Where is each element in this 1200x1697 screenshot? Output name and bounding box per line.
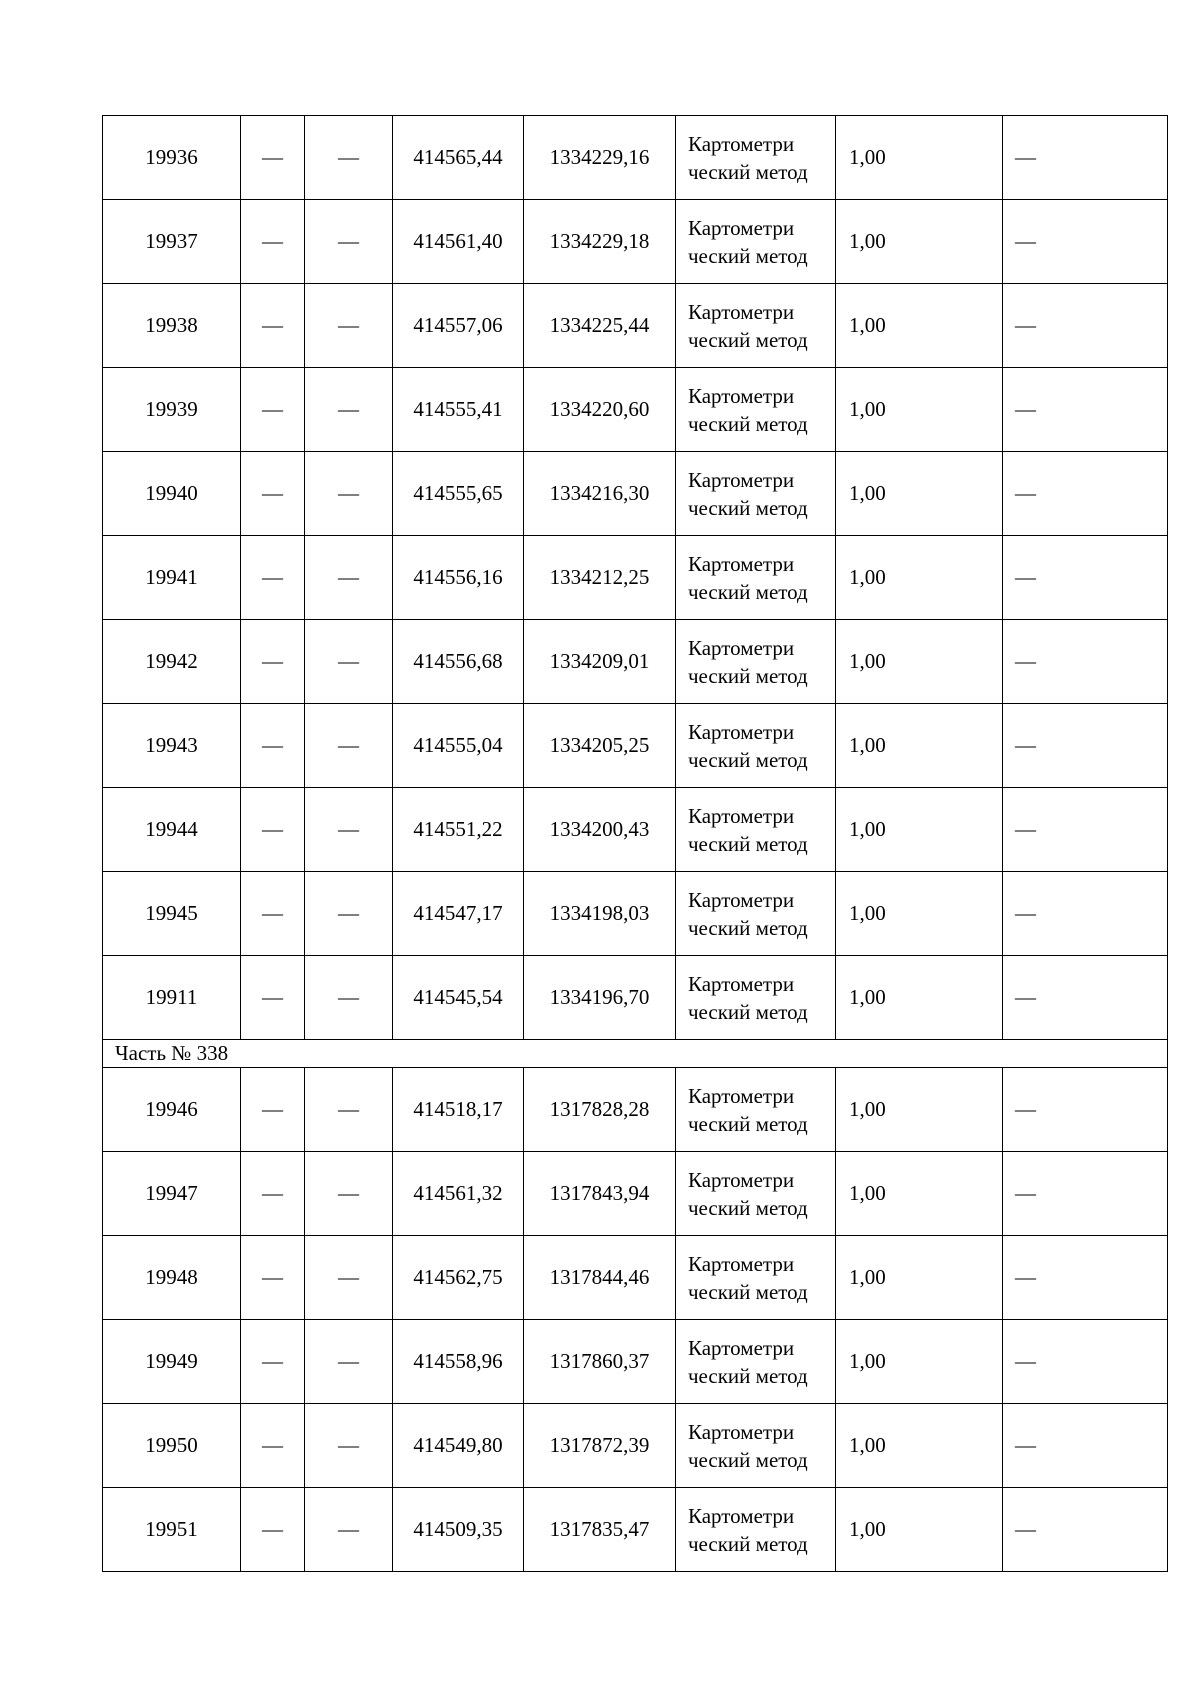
- section-heading: Часть № 338: [103, 1040, 1168, 1068]
- point-number-cell: 19937: [103, 200, 241, 284]
- x-coordinate-cell: 414509,35: [393, 1488, 524, 1572]
- empty-value-cell: —: [305, 284, 393, 368]
- method-cell: Картометри ческий метод: [676, 872, 836, 956]
- note-cell: —: [1003, 368, 1168, 452]
- empty-value-cell: —: [305, 1236, 393, 1320]
- table-row: [103, 956, 1168, 1040]
- note-cell: —: [1003, 200, 1168, 284]
- y-coordinate-cell: 1334229,16: [524, 116, 676, 200]
- empty-value-cell: —: [241, 1488, 305, 1572]
- note-cell: —: [1003, 956, 1168, 1040]
- note-cell: —: [1003, 1236, 1168, 1320]
- note-cell: —: [1003, 872, 1168, 956]
- x-coordinate-cell: 414562,75: [393, 1236, 524, 1320]
- x-coordinate-cell: 414561,32: [393, 1152, 524, 1236]
- accuracy-cell: 1,00: [836, 956, 1003, 1040]
- table-row: [103, 116, 1168, 200]
- empty-value-cell: —: [305, 620, 393, 704]
- accuracy-cell: 1,00: [836, 116, 1003, 200]
- note-cell: —: [1003, 788, 1168, 872]
- empty-value-cell: —: [241, 956, 305, 1040]
- empty-value-cell: —: [305, 452, 393, 536]
- coordinates-table: [102, 115, 1168, 1572]
- method-cell: Картометри ческий метод: [676, 452, 836, 536]
- empty-value-cell: —: [305, 956, 393, 1040]
- table-row: [103, 200, 1168, 284]
- table-row: [103, 620, 1168, 704]
- point-number-cell: 19911: [103, 956, 241, 1040]
- accuracy-cell: 1,00: [836, 200, 1003, 284]
- empty-value-cell: —: [241, 1320, 305, 1404]
- empty-value-cell: —: [241, 284, 305, 368]
- y-coordinate-cell: 1317835,47: [524, 1488, 676, 1572]
- method-cell: Картометри ческий метод: [676, 704, 836, 788]
- point-number-cell: 19945: [103, 872, 241, 956]
- accuracy-cell: 1,00: [836, 1488, 1003, 1572]
- empty-value-cell: —: [241, 368, 305, 452]
- empty-value-cell: —: [305, 368, 393, 452]
- y-coordinate-cell: 1334220,60: [524, 368, 676, 452]
- empty-value-cell: —: [241, 536, 305, 620]
- y-coordinate-cell: 1317844,46: [524, 1236, 676, 1320]
- point-number-cell: 19944: [103, 788, 241, 872]
- empty-value-cell: —: [241, 1068, 305, 1152]
- accuracy-cell: 1,00: [836, 704, 1003, 788]
- table-row: [103, 1320, 1168, 1404]
- y-coordinate-cell: 1317843,94: [524, 1152, 676, 1236]
- empty-value-cell: —: [241, 1404, 305, 1488]
- accuracy-cell: 1,00: [836, 1404, 1003, 1488]
- note-cell: —: [1003, 1152, 1168, 1236]
- note-cell: —: [1003, 1404, 1168, 1488]
- point-number-cell: 19943: [103, 704, 241, 788]
- point-number-cell: 19948: [103, 1236, 241, 1320]
- point-number-cell: 19951: [103, 1488, 241, 1572]
- table-row: [103, 1152, 1168, 1236]
- empty-value-cell: —: [241, 1152, 305, 1236]
- method-cell: Картометри ческий метод: [676, 536, 836, 620]
- y-coordinate-cell: 1334205,25: [524, 704, 676, 788]
- point-number-cell: 19949: [103, 1320, 241, 1404]
- note-cell: —: [1003, 1320, 1168, 1404]
- empty-value-cell: —: [305, 200, 393, 284]
- method-cell: Картометри ческий метод: [676, 116, 836, 200]
- x-coordinate-cell: 414557,06: [393, 284, 524, 368]
- accuracy-cell: 1,00: [836, 872, 1003, 956]
- empty-value-cell: —: [241, 704, 305, 788]
- point-number-cell: 19939: [103, 368, 241, 452]
- empty-value-cell: —: [305, 536, 393, 620]
- table-row: [103, 452, 1168, 536]
- note-cell: —: [1003, 620, 1168, 704]
- empty-value-cell: —: [305, 1152, 393, 1236]
- point-number-cell: 19938: [103, 284, 241, 368]
- section-heading-row: [103, 1040, 1168, 1068]
- empty-value-cell: —: [305, 788, 393, 872]
- table-row: [103, 704, 1168, 788]
- empty-value-cell: —: [305, 1068, 393, 1152]
- method-cell: Картометри ческий метод: [676, 1404, 836, 1488]
- x-coordinate-cell: 414547,17: [393, 872, 524, 956]
- table-body: [103, 116, 1168, 1572]
- y-coordinate-cell: 1334198,03: [524, 872, 676, 956]
- point-number-cell: 19942: [103, 620, 241, 704]
- method-cell: Картометри ческий метод: [676, 788, 836, 872]
- empty-value-cell: —: [305, 116, 393, 200]
- table-row: [103, 368, 1168, 452]
- point-number-cell: 19950: [103, 1404, 241, 1488]
- empty-value-cell: —: [305, 704, 393, 788]
- table-row: [103, 536, 1168, 620]
- note-cell: —: [1003, 116, 1168, 200]
- empty-value-cell: —: [241, 620, 305, 704]
- point-number-cell: 19947: [103, 1152, 241, 1236]
- x-coordinate-cell: 414556,68: [393, 620, 524, 704]
- table-row: [103, 1068, 1168, 1152]
- accuracy-cell: 1,00: [836, 1068, 1003, 1152]
- x-coordinate-cell: 414545,54: [393, 956, 524, 1040]
- accuracy-cell: 1,00: [836, 284, 1003, 368]
- x-coordinate-cell: 414549,80: [393, 1404, 524, 1488]
- accuracy-cell: 1,00: [836, 368, 1003, 452]
- accuracy-cell: 1,00: [836, 620, 1003, 704]
- accuracy-cell: 1,00: [836, 1236, 1003, 1320]
- y-coordinate-cell: 1334196,70: [524, 956, 676, 1040]
- accuracy-cell: 1,00: [836, 788, 1003, 872]
- empty-value-cell: —: [241, 200, 305, 284]
- x-coordinate-cell: 414551,22: [393, 788, 524, 872]
- point-number-cell: 19936: [103, 116, 241, 200]
- y-coordinate-cell: 1334209,01: [524, 620, 676, 704]
- x-coordinate-cell: 414555,41: [393, 368, 524, 452]
- method-cell: Картометри ческий метод: [676, 284, 836, 368]
- method-cell: Картометри ческий метод: [676, 1068, 836, 1152]
- table-row: [103, 1488, 1168, 1572]
- empty-value-cell: —: [305, 872, 393, 956]
- empty-value-cell: —: [241, 872, 305, 956]
- y-coordinate-cell: 1334229,18: [524, 200, 676, 284]
- note-cell: —: [1003, 704, 1168, 788]
- accuracy-cell: 1,00: [836, 1152, 1003, 1236]
- method-cell: Картометри ческий метод: [676, 1488, 836, 1572]
- accuracy-cell: 1,00: [836, 1320, 1003, 1404]
- y-coordinate-cell: 1317872,39: [524, 1404, 676, 1488]
- note-cell: —: [1003, 1488, 1168, 1572]
- y-coordinate-cell: 1334200,43: [524, 788, 676, 872]
- y-coordinate-cell: 1334212,25: [524, 536, 676, 620]
- table-row: [103, 788, 1168, 872]
- note-cell: —: [1003, 536, 1168, 620]
- note-cell: —: [1003, 284, 1168, 368]
- x-coordinate-cell: 414555,65: [393, 452, 524, 536]
- y-coordinate-cell: 1334225,44: [524, 284, 676, 368]
- note-cell: —: [1003, 452, 1168, 536]
- method-cell: Картометри ческий метод: [676, 620, 836, 704]
- point-number-cell: 19940: [103, 452, 241, 536]
- x-coordinate-cell: 414555,04: [393, 704, 524, 788]
- x-coordinate-cell: 414565,44: [393, 116, 524, 200]
- table-row: [103, 1404, 1168, 1488]
- empty-value-cell: —: [305, 1404, 393, 1488]
- empty-value-cell: —: [305, 1488, 393, 1572]
- accuracy-cell: 1,00: [836, 536, 1003, 620]
- table-row: [103, 284, 1168, 368]
- method-cell: Картометри ческий метод: [676, 1236, 836, 1320]
- point-number-cell: 19941: [103, 536, 241, 620]
- x-coordinate-cell: 414518,17: [393, 1068, 524, 1152]
- empty-value-cell: —: [241, 116, 305, 200]
- empty-value-cell: —: [241, 452, 305, 536]
- x-coordinate-cell: 414561,40: [393, 200, 524, 284]
- empty-value-cell: —: [305, 1320, 393, 1404]
- empty-value-cell: —: [241, 1236, 305, 1320]
- x-coordinate-cell: 414558,96: [393, 1320, 524, 1404]
- empty-value-cell: —: [241, 788, 305, 872]
- table-row: [103, 1236, 1168, 1320]
- method-cell: Картометри ческий метод: [676, 1320, 836, 1404]
- table-row: [103, 872, 1168, 956]
- accuracy-cell: 1,00: [836, 452, 1003, 536]
- y-coordinate-cell: 1317860,37: [524, 1320, 676, 1404]
- method-cell: Картометри ческий метод: [676, 1152, 836, 1236]
- method-cell: Картометри ческий метод: [676, 956, 836, 1040]
- y-coordinate-cell: 1334216,30: [524, 452, 676, 536]
- y-coordinate-cell: 1317828,28: [524, 1068, 676, 1152]
- method-cell: Картометри ческий метод: [676, 368, 836, 452]
- x-coordinate-cell: 414556,16: [393, 536, 524, 620]
- method-cell: Картометри ческий метод: [676, 200, 836, 284]
- point-number-cell: 19946: [103, 1068, 241, 1152]
- note-cell: —: [1003, 1068, 1168, 1152]
